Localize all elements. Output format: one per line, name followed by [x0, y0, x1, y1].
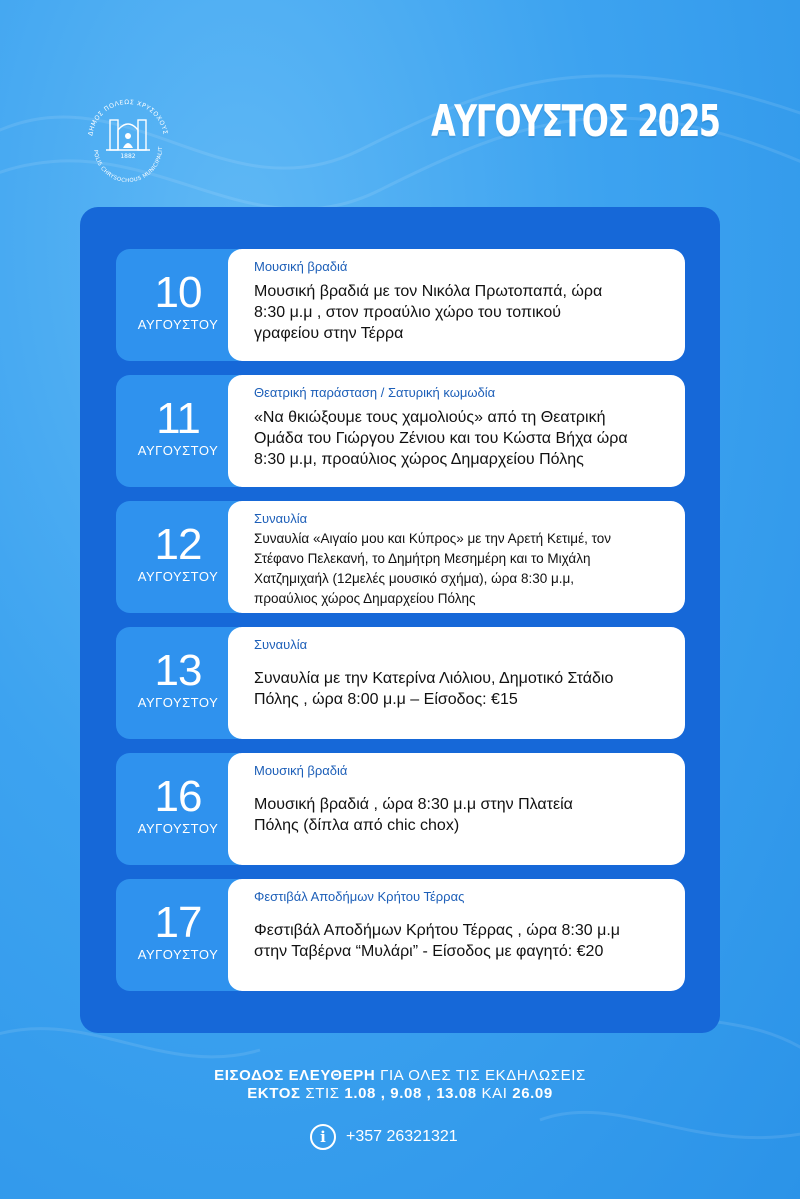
event-date: [116, 501, 240, 613]
event-day: 10: [154, 268, 202, 317]
event-month: ΑΥΓΟΥΣΤΟΥ: [137, 821, 219, 836]
event-description-line: Πόλης , ώρα 8:00 μ.μ – Είσοδος: €15: [254, 691, 518, 708]
event-card: [228, 249, 685, 361]
event-description-line: 8:30 μ.μ , στον προαύλιο χώρο του τοπικού: [254, 304, 561, 321]
event-category: Μουσική βραδιά: [254, 763, 348, 778]
event-description-line: Μουσική βραδιά , ώρα 8:30 μ.μ στην Πλατεία: [254, 796, 573, 813]
event-category: Θεατρική παράσταση / Σατυρική κωμωδία: [254, 385, 496, 400]
event-description-line: Πόλης (δίπλα από chic chox): [254, 817, 460, 834]
event-category: Φεστιβάλ Αποδήμων Κρήτου Τέρρας: [254, 889, 465, 904]
event-day: 17: [154, 898, 202, 947]
page-title: ΑΥΓΟΥΣΤΟΣ 2025: [431, 96, 720, 147]
free-entry-notice: [0, 1067, 800, 1085]
event-description-line: Συναυλία με την Κατερίνα Λιόλιου, Δημοτικό Στάδιο: [254, 670, 614, 687]
event-category: Συναυλία: [254, 637, 308, 652]
event-description-line: Φεστιβάλ Αποδήμων Κρήτου Τέρρας , ώρα 8:30 μ.μ: [254, 922, 620, 939]
event-day: 13: [154, 646, 202, 695]
event-month: ΑΥΓΟΥΣΤΟΥ: [137, 569, 219, 584]
event-day: 12: [154, 520, 202, 569]
event-category: Μουσική βραδιά: [254, 259, 348, 274]
exceptions-and: ΚΑΙ: [476, 1085, 513, 1102]
event-description-line: «Να θκιώξουμε τους χαμολιούς» από τη Θεατρική: [254, 409, 606, 426]
event-description-line: γραφείου στην Τέρρα: [254, 325, 404, 342]
event-card: [228, 879, 685, 991]
event-description-line: προαύλιος χώρος Δημαρχείου Πόλης: [254, 591, 476, 606]
exceptions-bold: ΕΚΤΟΣ: [247, 1085, 301, 1102]
event-month: ΑΥΓΟΥΣΤΟΥ: [137, 695, 219, 710]
event-day: 16: [154, 772, 202, 821]
event-date: [116, 249, 240, 361]
free-entry-rest: ΓΙΑ ΟΛΕΣ ΤΙΣ ΕΚΔΗΛΩΣΕΙΣ: [375, 1067, 586, 1084]
event-month: ΑΥΓΟΥΣΤΟΥ: [137, 443, 219, 458]
event-date: [116, 627, 240, 739]
municipality-logo: [78, 90, 178, 190]
event-card: [228, 627, 685, 739]
event-date: [116, 879, 240, 991]
event-description-line: Χατζημιχαήλ (12μελές μουσικό σχήμα), ώρα 8:30 μ.μ,: [254, 571, 575, 586]
event-description-line: Συναυλία «Αιγαίο μου και Κύπρος» με την Αρετή Κετιμέ, τον: [254, 531, 611, 546]
event-item: [116, 375, 685, 487]
event-description-line: 8:30 μ.μ, προαύλιος χώρος Δημαρχείου Πόλης: [254, 451, 584, 468]
exceptions-notice: [0, 1085, 800, 1103]
event-month: ΑΥΓΟΥΣΤΟΥ: [137, 317, 219, 332]
exceptions-text: ΣΤΙΣ: [300, 1085, 345, 1102]
event-date: [116, 375, 240, 487]
event-card: [228, 501, 685, 613]
info-icon: i: [310, 1124, 336, 1150]
event-item: [116, 879, 685, 991]
event-card: [228, 375, 685, 487]
event-day: 11: [156, 394, 200, 443]
event-item: [116, 249, 685, 361]
event-item: [116, 753, 685, 865]
event-category: Συναυλία: [254, 511, 308, 526]
event-description-line: Στέφανο Πελεκανή, το Δημήτρη Μεσημέρη και το Μιχάλη: [254, 551, 591, 566]
event-date: [116, 753, 240, 865]
event-description-line: στην Ταβέρνα “Μυλάρι” - Είσοδος με φαγητό: €20: [254, 943, 604, 960]
svg-text:ΔΗΜΟΣ ΠΟΛΕΩΣ ΧΡΥΣΟΧΟΥΣ: ΔΗΜΟΣ ΠΟΛΕΩΣ ΧΡΥΣΟΧΟΥΣ: [87, 98, 169, 137]
event-description-line: Μουσική βραδιά με τον Νικόλα Πρωτοπαπά, ώρα: [254, 283, 603, 300]
event-card: [228, 753, 685, 865]
phone-number[interactable]: +357 26321321: [346, 1128, 458, 1145]
svg-text:POLIS CHRYSOCHOUS MUNICIPALITY: POLIS CHRYSOCHOUS MUNICIPALIT: [92, 146, 165, 185]
municipality-seal-icon: [78, 90, 178, 190]
event-description-line: Ομάδα του Γιώργου Ζένιου και του Κώστα Βήχα ώρα: [254, 430, 628, 447]
event-month: ΑΥΓΟΥΣΤΟΥ: [137, 947, 219, 962]
contact-info: [310, 1123, 458, 1151]
exception-dates: 1.08 , 9.08 , 13.08: [344, 1085, 477, 1102]
event-item: [116, 501, 685, 613]
svg-text:1882: 1882: [120, 153, 136, 160]
exception-last-date: 26.09: [512, 1085, 553, 1102]
event-item: [116, 627, 685, 739]
free-entry-bold: ΕΙΣΟΔΟΣ ΕΛΕΥΘΕΡΗ: [214, 1067, 376, 1084]
